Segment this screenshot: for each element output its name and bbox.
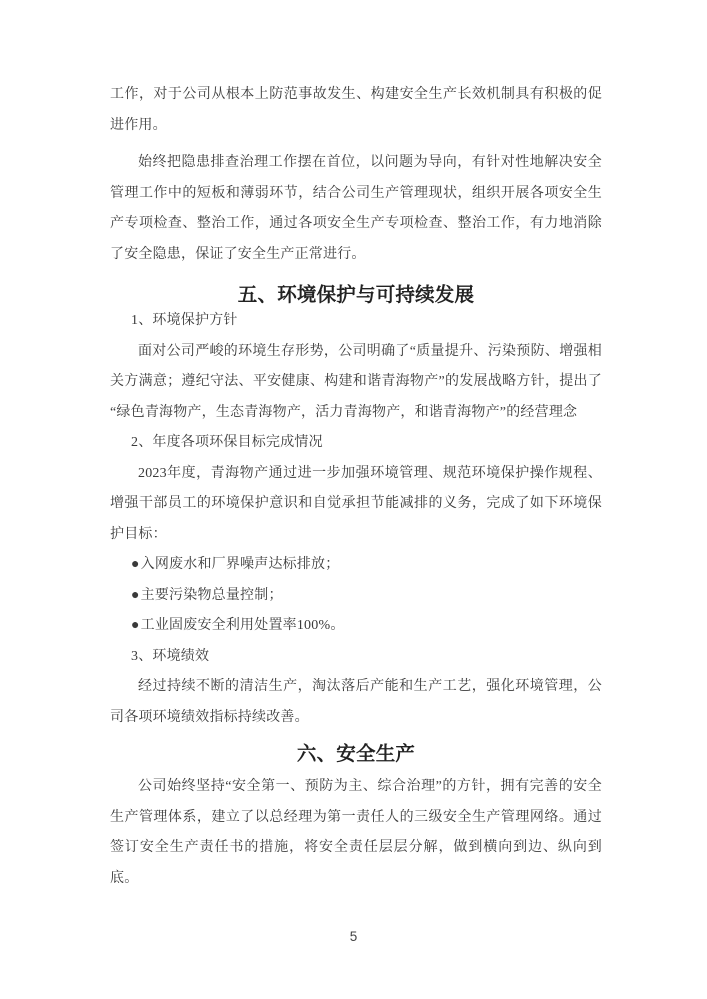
bullet-text: 工业固废安全利用处置率100%。 xyxy=(140,618,345,633)
paragraph: 公司始终坚持“安全第一、预防为主、综合治理”的方针，拥有完善的安全生产管理体系，建立了以总经理为第一责任人的三级安全生产管理网络。通过签订安全生产责任书的措施，将安全责任层层分解，做到横向到边、纵向到底。 xyxy=(110,779,602,886)
document-body xyxy=(110,80,602,894)
bullet-text: 主要污染物总量控制； xyxy=(140,587,283,603)
section-heading-environment: 五、环境保护与可持续发展 xyxy=(237,284,475,306)
page-number: 5 xyxy=(349,929,358,944)
bullet-item xyxy=(110,611,602,642)
paragraph: 经过持续不断的清洁生产，淘汰落后产能和生产工艺，强化环境管理，公司各项环境绩效指标持续改善。 xyxy=(110,679,602,725)
section-heading-safety: 六、安全生产 xyxy=(296,743,416,765)
paragraph: 始终把隐患排查治理工作摆在首位，以问题为导向，有针对性地解决安全管理工作中的短板和薄弱环节，结合公司生产管理现状，组织开展各项安全生产专项检查、整治工作，通过各项安全生产专项检查、整治工作，有力地消除了安全隐患，保证了安全生产正常进行。 xyxy=(110,155,602,262)
paragraph: 2023年度，青海物产通过进一步加强环境管理、规范环境保护操作规程、增强干部员工的环境保护意识和自觉承担节能减排的义务，完成了如下环境保护目标： xyxy=(110,465,602,542)
subheading-2: 2、年度各项环保目标完成情况 xyxy=(131,435,323,450)
bullet-icon: ● xyxy=(131,587,140,603)
bullet-item xyxy=(110,550,602,581)
subheading-1: 1、环境保护方针 xyxy=(131,313,238,328)
subheading-3: 3、环境绩效 xyxy=(131,648,210,664)
paragraph: 面对公司严峻的环境生存形势，公司明确了“质量提升、污染预防、增强相关方满意；遵纪守法、平安健康、构建和谐青海物产”的发展战略方针，提出了“绿色青海物产，生态青海物产，活力青海物产，和谐青海物产”的经营理念 xyxy=(110,343,602,420)
paragraph: 工作，对于公司从根本上防范事故发生、构建安全生产长效机制具有积极的促进作用。 xyxy=(110,87,602,133)
bullet-icon: ● xyxy=(131,557,140,572)
bullet-icon: ● xyxy=(131,618,140,633)
bullet-item xyxy=(110,581,602,612)
bullet-text: 入网废水和厂界噪声达标排放； xyxy=(140,557,340,572)
